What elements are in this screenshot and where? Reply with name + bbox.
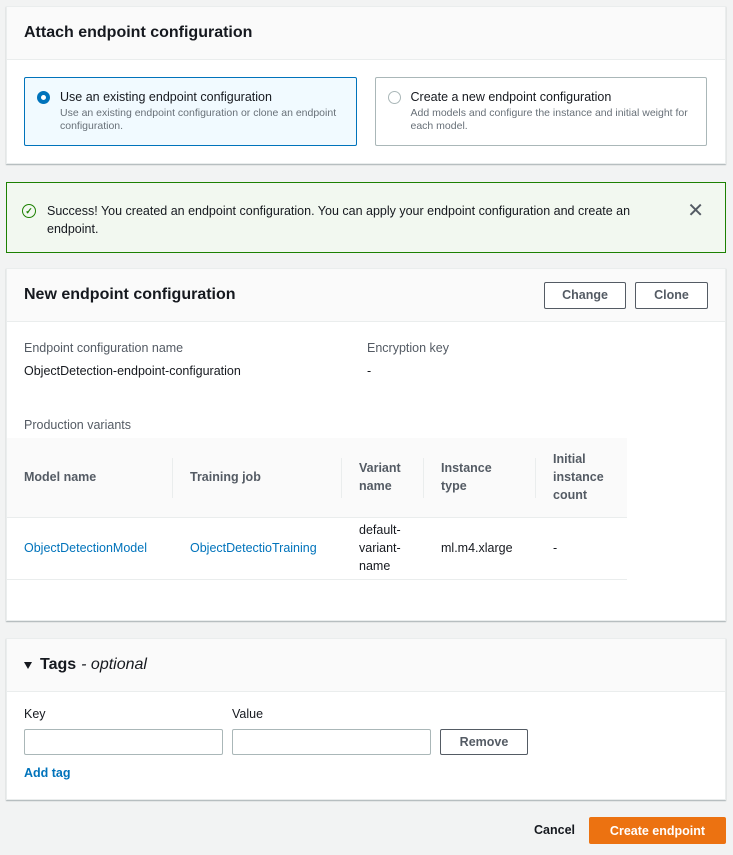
option-new-title: Create a new endpoint configuration [410, 90, 612, 104]
column-header-instance-type[interactable]: Instance type [424, 438, 536, 517]
tags-header[interactable] [7, 639, 725, 692]
tag-key-input[interactable] [24, 729, 223, 755]
option-existing-config[interactable] [24, 77, 357, 146]
tag-value-label: Value [232, 707, 264, 721]
change-button[interactable]: Change [544, 282, 626, 309]
option-existing-title: Use an existing endpoint configuration [60, 90, 272, 104]
option-new-desc: Add models and configure the instance and initial weight for each model. [410, 107, 688, 132]
encryption-key-label: Encryption key [367, 341, 449, 355]
radio-existing-config[interactable] [37, 91, 50, 104]
column-header-variant-name[interactable]: Variant name [342, 438, 424, 517]
radio-new-config[interactable] [388, 91, 401, 104]
production-variants-table [7, 438, 604, 580]
clone-button[interactable]: Clone [635, 282, 708, 309]
tag-value-input[interactable] [232, 729, 431, 755]
attach-endpoint-config-panel [6, 6, 726, 164]
tags-optional-label: - optional [81, 656, 147, 673]
add-tag-link[interactable]: Add tag [24, 766, 71, 780]
cell-model-name [7, 517, 173, 579]
encryption-key-value: - [367, 364, 372, 378]
remove-tag-button[interactable]: Remove [440, 729, 528, 755]
config-name-label: Endpoint configuration name [24, 341, 184, 355]
option-new-config[interactable] [375, 77, 708, 146]
config-actions [544, 282, 708, 309]
model-name-link[interactable]: ObjectDetectionModel [24, 541, 147, 555]
config-panel-title: New endpoint configuration [24, 286, 236, 303]
cell-variant-name: default-variant-name [359, 523, 401, 573]
alert-message: Success! You created an endpoint configuration. You can apply your endpoint configuration and create an endpoint. [47, 204, 631, 236]
success-alert [6, 182, 726, 253]
option-new-text [411, 89, 695, 134]
close-icon[interactable]: ✕ [687, 200, 704, 222]
config-name-field [24, 341, 241, 378]
endpoint-config-panel [6, 268, 726, 621]
check-circle-icon: ✓ [22, 204, 36, 218]
tag-key-label: Key [24, 707, 46, 721]
attach-panel-header [7, 7, 725, 60]
tags-panel [6, 638, 726, 800]
option-existing-desc: Use an existing endpoint configuration or clone an endpoint configuration. [60, 107, 337, 132]
option-existing-text [60, 89, 344, 134]
table-header-row [7, 438, 627, 517]
cell-instance-count: - [553, 541, 558, 555]
production-variants-label: Production variants [24, 418, 132, 432]
attach-panel-title: Attach endpoint configuration [24, 24, 253, 41]
tags-title: Tags [40, 656, 77, 673]
cell-instance-type: ml.m4.xlarge [441, 541, 513, 555]
config-option-tiles [7, 60, 725, 146]
cell-training-job [173, 517, 342, 579]
column-header-training-job[interactable]: Training job [173, 438, 342, 517]
training-job-link[interactable]: ObjectDetectioTraining [190, 541, 317, 555]
column-header-model-name[interactable]: Model name [7, 438, 173, 517]
config-panel-header [7, 269, 725, 322]
column-header-instance-count[interactable]: Initial instance count [536, 438, 627, 517]
cancel-button[interactable]: Cancel [534, 823, 575, 837]
config-name-value: ObjectDetection-endpoint-configuration [24, 364, 241, 378]
create-endpoint-button[interactable]: Create endpoint [589, 817, 726, 844]
encryption-key-field [367, 341, 449, 378]
table-row [7, 517, 627, 579]
caret-down-icon[interactable] [24, 662, 32, 669]
